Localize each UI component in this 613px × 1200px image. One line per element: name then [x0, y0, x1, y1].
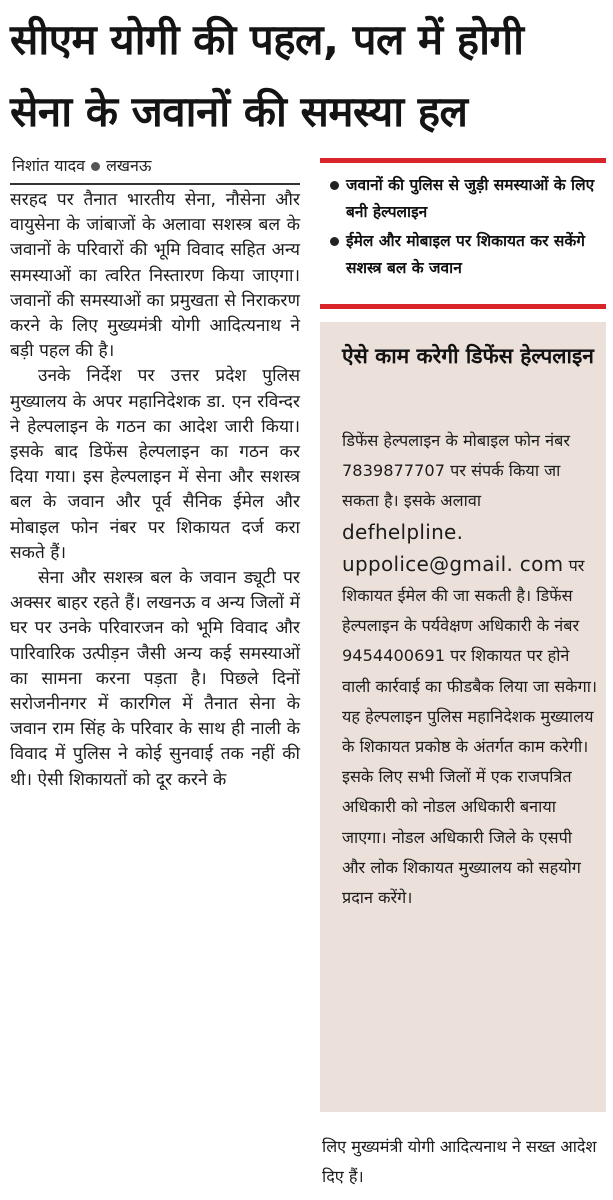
headline-line-2: सेना के जवानों की समस्या हल	[10, 87, 468, 136]
article-continuation: लिए मुख्यमंत्री योगी आदित्यनाथ ने सख्त आदेश दिए हैं।	[322, 1137, 597, 1186]
highlight-item	[330, 228, 605, 282]
article-paragraph-2: उनके निर्देश पर उत्तर प्रदेश पुलिस मुख्यालय के अपर महानिदेशक डा. एन रविन्दर ने हेल्पलाइन के गठन का आदेश जारी किया। इसके बाद डिफेंस हेल्पलाइन का गठन कर दिया गया। इस हेल्पलाइन में सेना और सशस्त्र बल के जवान और पूर्व सैनिक ईमेल और मोबाइल फोन नंबर पर शिकायत दर्ज करा सकते हैं।	[10, 366, 300, 563]
headline-line-1: सीएम योगी की पहल, पल में होगी	[10, 15, 524, 64]
bullet-dot-icon	[91, 162, 100, 171]
byline	[12, 154, 151, 176]
highlight-item	[330, 172, 605, 226]
helpline-email: defhelpline. uppolice@gmail. com	[342, 519, 564, 576]
article-body	[10, 188, 300, 793]
highlight-bottom-rule	[320, 304, 606, 309]
info-box	[320, 322, 606, 1112]
article-paragraph-1: सरहद पर तैनात भारतीय सेना, नौसेना और वायुसेना के जांबाजों के अलावा सशस्त्र बल के जवानों के परिवारों की भूमि विवाद सहित अन्य समस्याओं का त्वरित निस्तारण किया जाएगा। जवानों की समस्याओं का प्रमुखता से निराकरण करने के लिए मुख्यमंत्री योगी आदित्यनाथ ने बड़ी पहल की है।	[10, 190, 300, 362]
bullet-dot-icon	[330, 181, 339, 190]
info-box-text-b: पर शिकायत ईमेल की जा सकती है। डिफेंस हेल्पलाइन के पर्यवेक्षण अधिकारी के नंबर 9454400691 पर शिकायत पर होने वाली कार्रवाई का फीडबैक लिया जा सकेगा। यह हेल्पलाइन पुलिस महानिदेशक मुख्यालय के शिकायत प्रकोष्ठ के अंतर्गत काम करेगी।	[342, 555, 598, 757]
byline-divider	[10, 183, 300, 185]
info-box-body	[342, 426, 600, 913]
article-paragraph-3: सेना और सशस्त्र बल के जवान ड्यूटी पर अक्सर बाहर रहते हैं। लखनऊ व अन्य जिलों में घर पर उनके परिवारजन को भूमि विवाद और पारिवारिक उत्पीड़न जैसी अन्य कई समस्याओं का सामना करना पड़ता है। पिछले दिनों सरोजनीनगर में कारगिल में तैनात सेना के जवान राम सिंह के परिवार के साथ ही नाली के विवाद में पुलिस ने कोई सुनवाई तक नहीं की थी। ऐसी शिकायतों को दूर करने के	[10, 568, 300, 790]
byline-author: निशांत यादव	[12, 156, 86, 175]
highlight-text: जवानों की पुलिस से जुड़ी समस्याओं के लिए बनी हेल्पलाइन	[346, 176, 595, 221]
byline-place: लखनऊ	[106, 156, 152, 175]
info-box-paragraph-2: इसके लिए सभी जिलों में एक राजपत्रित अधिकारी को नोडल अधिकारी बनाया जाएगा। नोडल अधिकारी जिले के एसपी और लोक शिकायत मुख्यालय को सहयोग प्रदान करेंगे।	[342, 767, 581, 908]
highlights	[330, 172, 605, 284]
highlight-top-rule	[320, 158, 606, 163]
info-box-paragraph-1	[342, 426, 600, 762]
bullet-dot-icon	[330, 237, 339, 246]
highlight-text: ईमेल और मोबाइल पर शिकायत कर सकेंगे सशस्त्र बल के जवान	[346, 232, 586, 277]
headline	[10, 4, 610, 148]
info-box-text-a: डिफेंस हेल्पलाइन के मोबाइल फोन नंबर 7839877707 पर संपर्क किया जा सकता है। इसके अलावा	[342, 431, 571, 511]
info-box-title: ऐसे काम करेगी डिफेंस हेल्पलाइन	[342, 344, 594, 368]
